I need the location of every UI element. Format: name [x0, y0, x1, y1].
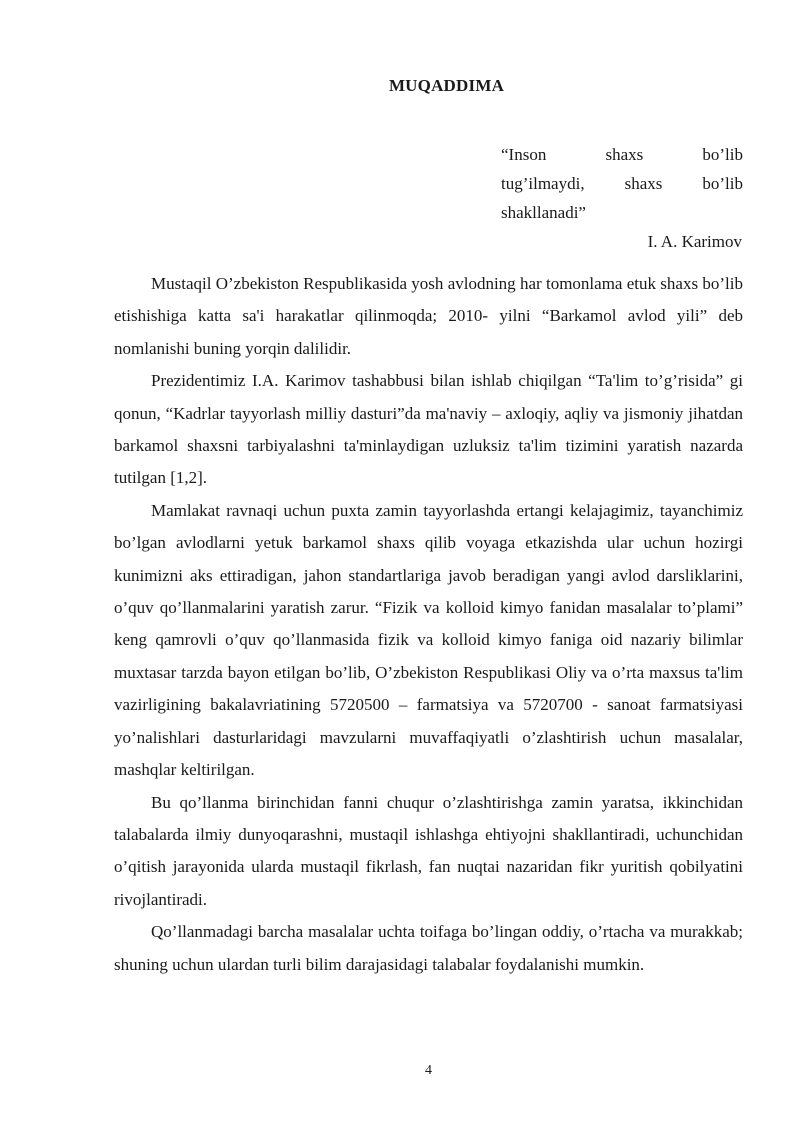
- epigraph-line: shakllanadi”: [501, 203, 586, 222]
- body-text: [114, 268, 743, 981]
- page-title: MUQADDIMA: [388, 76, 505, 95]
- paragraph: Qo’llanmadagi barcha masalalar uchta toifaga bo’lingan oddiy, o’rtacha va murakkab; shuning uchun ulardan turli bilim darajasidagi talabalar foydalanishi mumkin.: [114, 922, 743, 974]
- paragraph: Mustaqil O’zbekiston Respublikasida yosh avlodning har tomonlama etuk shaxs bo’lib etishishiga katta sa'i harakatlar qilinmoqda; 2010- yilni “Barkamol avlod yili” deb nomlanishi buning yorqin dalilidir.: [114, 274, 743, 358]
- paragraph: Mamlakat ravnaqi uchun puxta zamin tayyorlashda ertangi kelajagimiz, tayanchimiz bo’lgan avlodlarni yetuk barkamol shaxs qilib voyaga etkazishda ular uchun hozirgi kunimizni aks ettiradigan, jahon standartlariga javob beradigan yangi avlod darsliklarini, o’quv qo’llanmalarini yaratish zarur. “Fizik va kolloid kimyo fanidan masalalar to’plami” keng qamrovli o’quv qo’llanmasida fizik va kolloid kimyo faniga oid nazariy bilimlar muxtasar tarzda bayon etilgan bo’lib, O’zbekiston Respublikasi Oliy va o’rta maxsus ta'lim vazirligining bakalavriatining 5720500 – farmatsiya va 5720700 - sanoat farmatsiyasi yo’nalishlari dasturlaridagi mavzularni muvaffaqiyatli o’zlashtirish uchun masalalar, mashqlar keltirilgan.: [114, 500, 743, 780]
- page-number: 4: [425, 1063, 432, 1078]
- epigraph-author: I. A. Karimov: [647, 232, 742, 251]
- epigraph-line: tug’ilmaydi, shaxs bo’lib: [501, 174, 743, 193]
- epigraph: [501, 140, 743, 227]
- paragraph: Bu qo’llanma birinchidan fanni chuqur o’zlashtirishga zamin yaratsa, ikkinchidan talabalarda ilmiy dunyoqarashni, mustaqil ishlashga ehtiyojni shakllantiradi, uchunchidan o’qitish jarayonida ularda mustaqil fikrlash, fan nuqtai nazaridan fikr yuritish qobilyatini rivojlantiradi.: [114, 792, 743, 909]
- epigraph-line: “Inson shaxs bo’lib: [501, 145, 743, 164]
- paragraph: Prezidentimiz I.A. Karimov tashabbusi bilan ishlab chiqilgan “Ta'lim to’g’risida” gi qonun, “Kadrlar tayyorlash milliy dasturi”da ma'naviy – axloqiy, aqliy va jismoniy jihatdan barkamol shaxsni tarbiyalashni ta'minlaydigan uzluksiz ta'lim tizimini yaratish nazarda tutilgan [1,2].: [114, 371, 743, 488]
